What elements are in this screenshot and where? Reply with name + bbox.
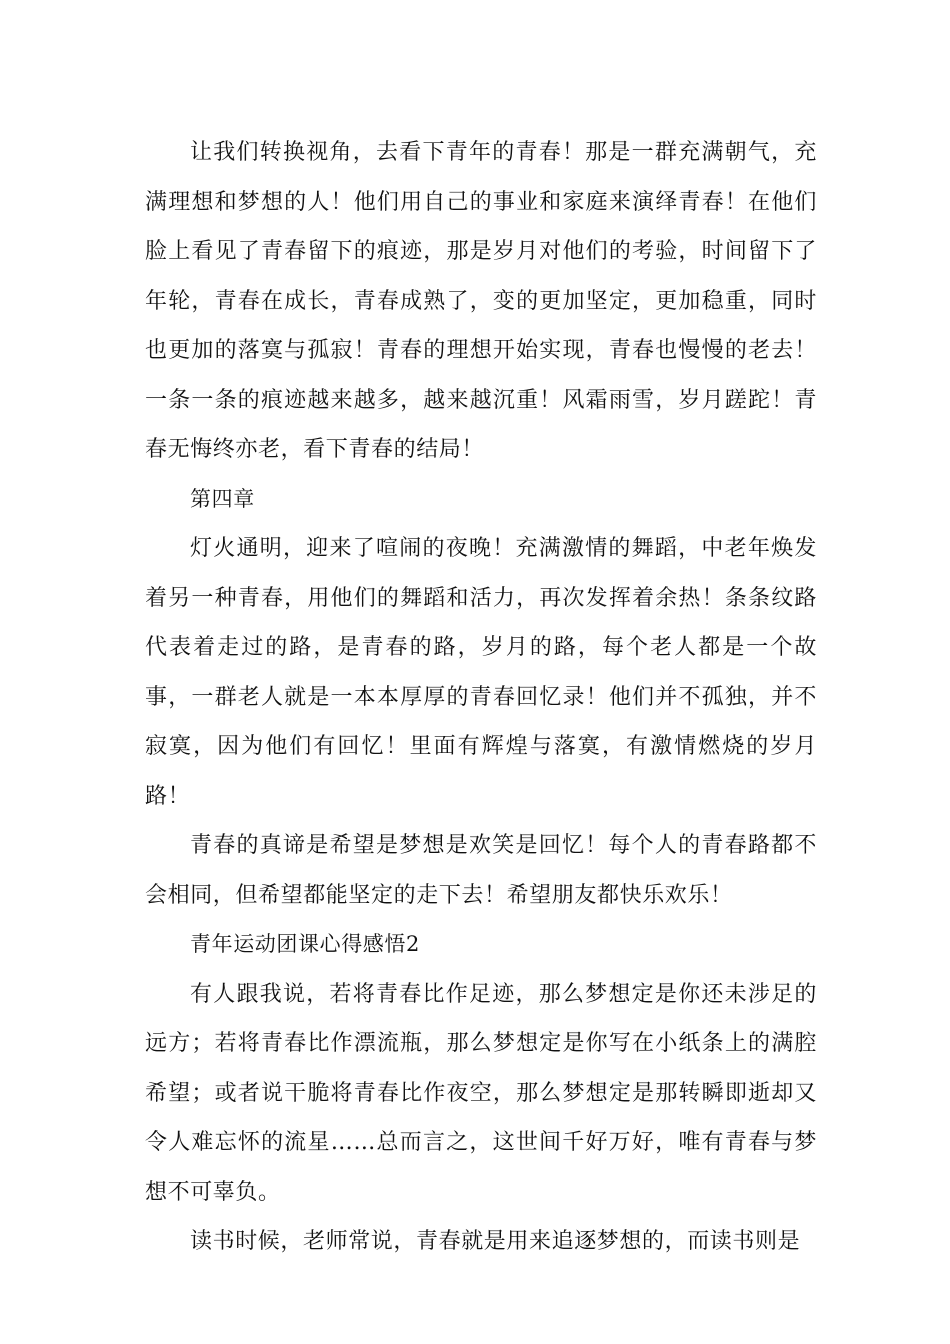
paragraph-youth-dream-metaphors: 有人跟我说，若将青春比作足迹，那么梦想定是你还未涉足的远方；若将青春比作漂流瓶，那么梦想定是你写在小纸条上的满腔希望；或者说干脆将青春比作夜空，那么梦想定是那转瞬即逝却又令人难忘怀的流星……总而言之，这世间千好万好，唯有青春与梦想不可辜负。 [145,981,817,1205]
paragraph-school-days: 读书时候，老师常说，青春就是用来追逐梦想的，而读书则是 [190,1229,801,1254]
heading-essay-2: 青年运动团课心得感悟2 [190,932,420,956]
paragraph-evening-dance: 灯火通明，迎来了喧闹的夜晚！充满激情的舞蹈，中老年焕发着另一种青春，用他们的舞蹈和活力，再次发挥着余热！条条纹路代表着走过的路，是青春的路，岁月的路，每个老人都是一个故事，一群老人就是一本本厚厚的青春回忆录！他们并不孤独，并不寂寞，因为他们有回忆！里面有辉煌与落寞，有激情燃烧的岁月路！ [145,536,817,809]
document-body [145,128,817,1267]
paragraph-chapter3-ending: 让我们转换视角，去看下青年的青春！那是一群充满朝气，充满理想和梦想的人！他们用自己的事业和家庭来演绎青春！在他们脸上看见了青春留下的痕迹，那是岁月对他们的考验，时间留下了年轮，青春在成长，青春成熟了，变的更加坚定，更加稳重，同时也更加的落寞与孤寂！青春的理想开始实现，青春也慢慢的老去！一条一条的痕迹越来越多，越来越沉重！风霜雨雪，岁月蹉跎！青春无悔终亦老，看下青春的结局！ [145,140,817,462]
paragraph-youth-meaning: 青春的真谛是希望是梦想是欢笑是回忆！每个人的青春路都不会相同，但希望都能坚定的走下去！希望朋友都快乐欢乐！ [145,833,817,908]
heading-chapter-four: 第四章 [190,486,255,511]
